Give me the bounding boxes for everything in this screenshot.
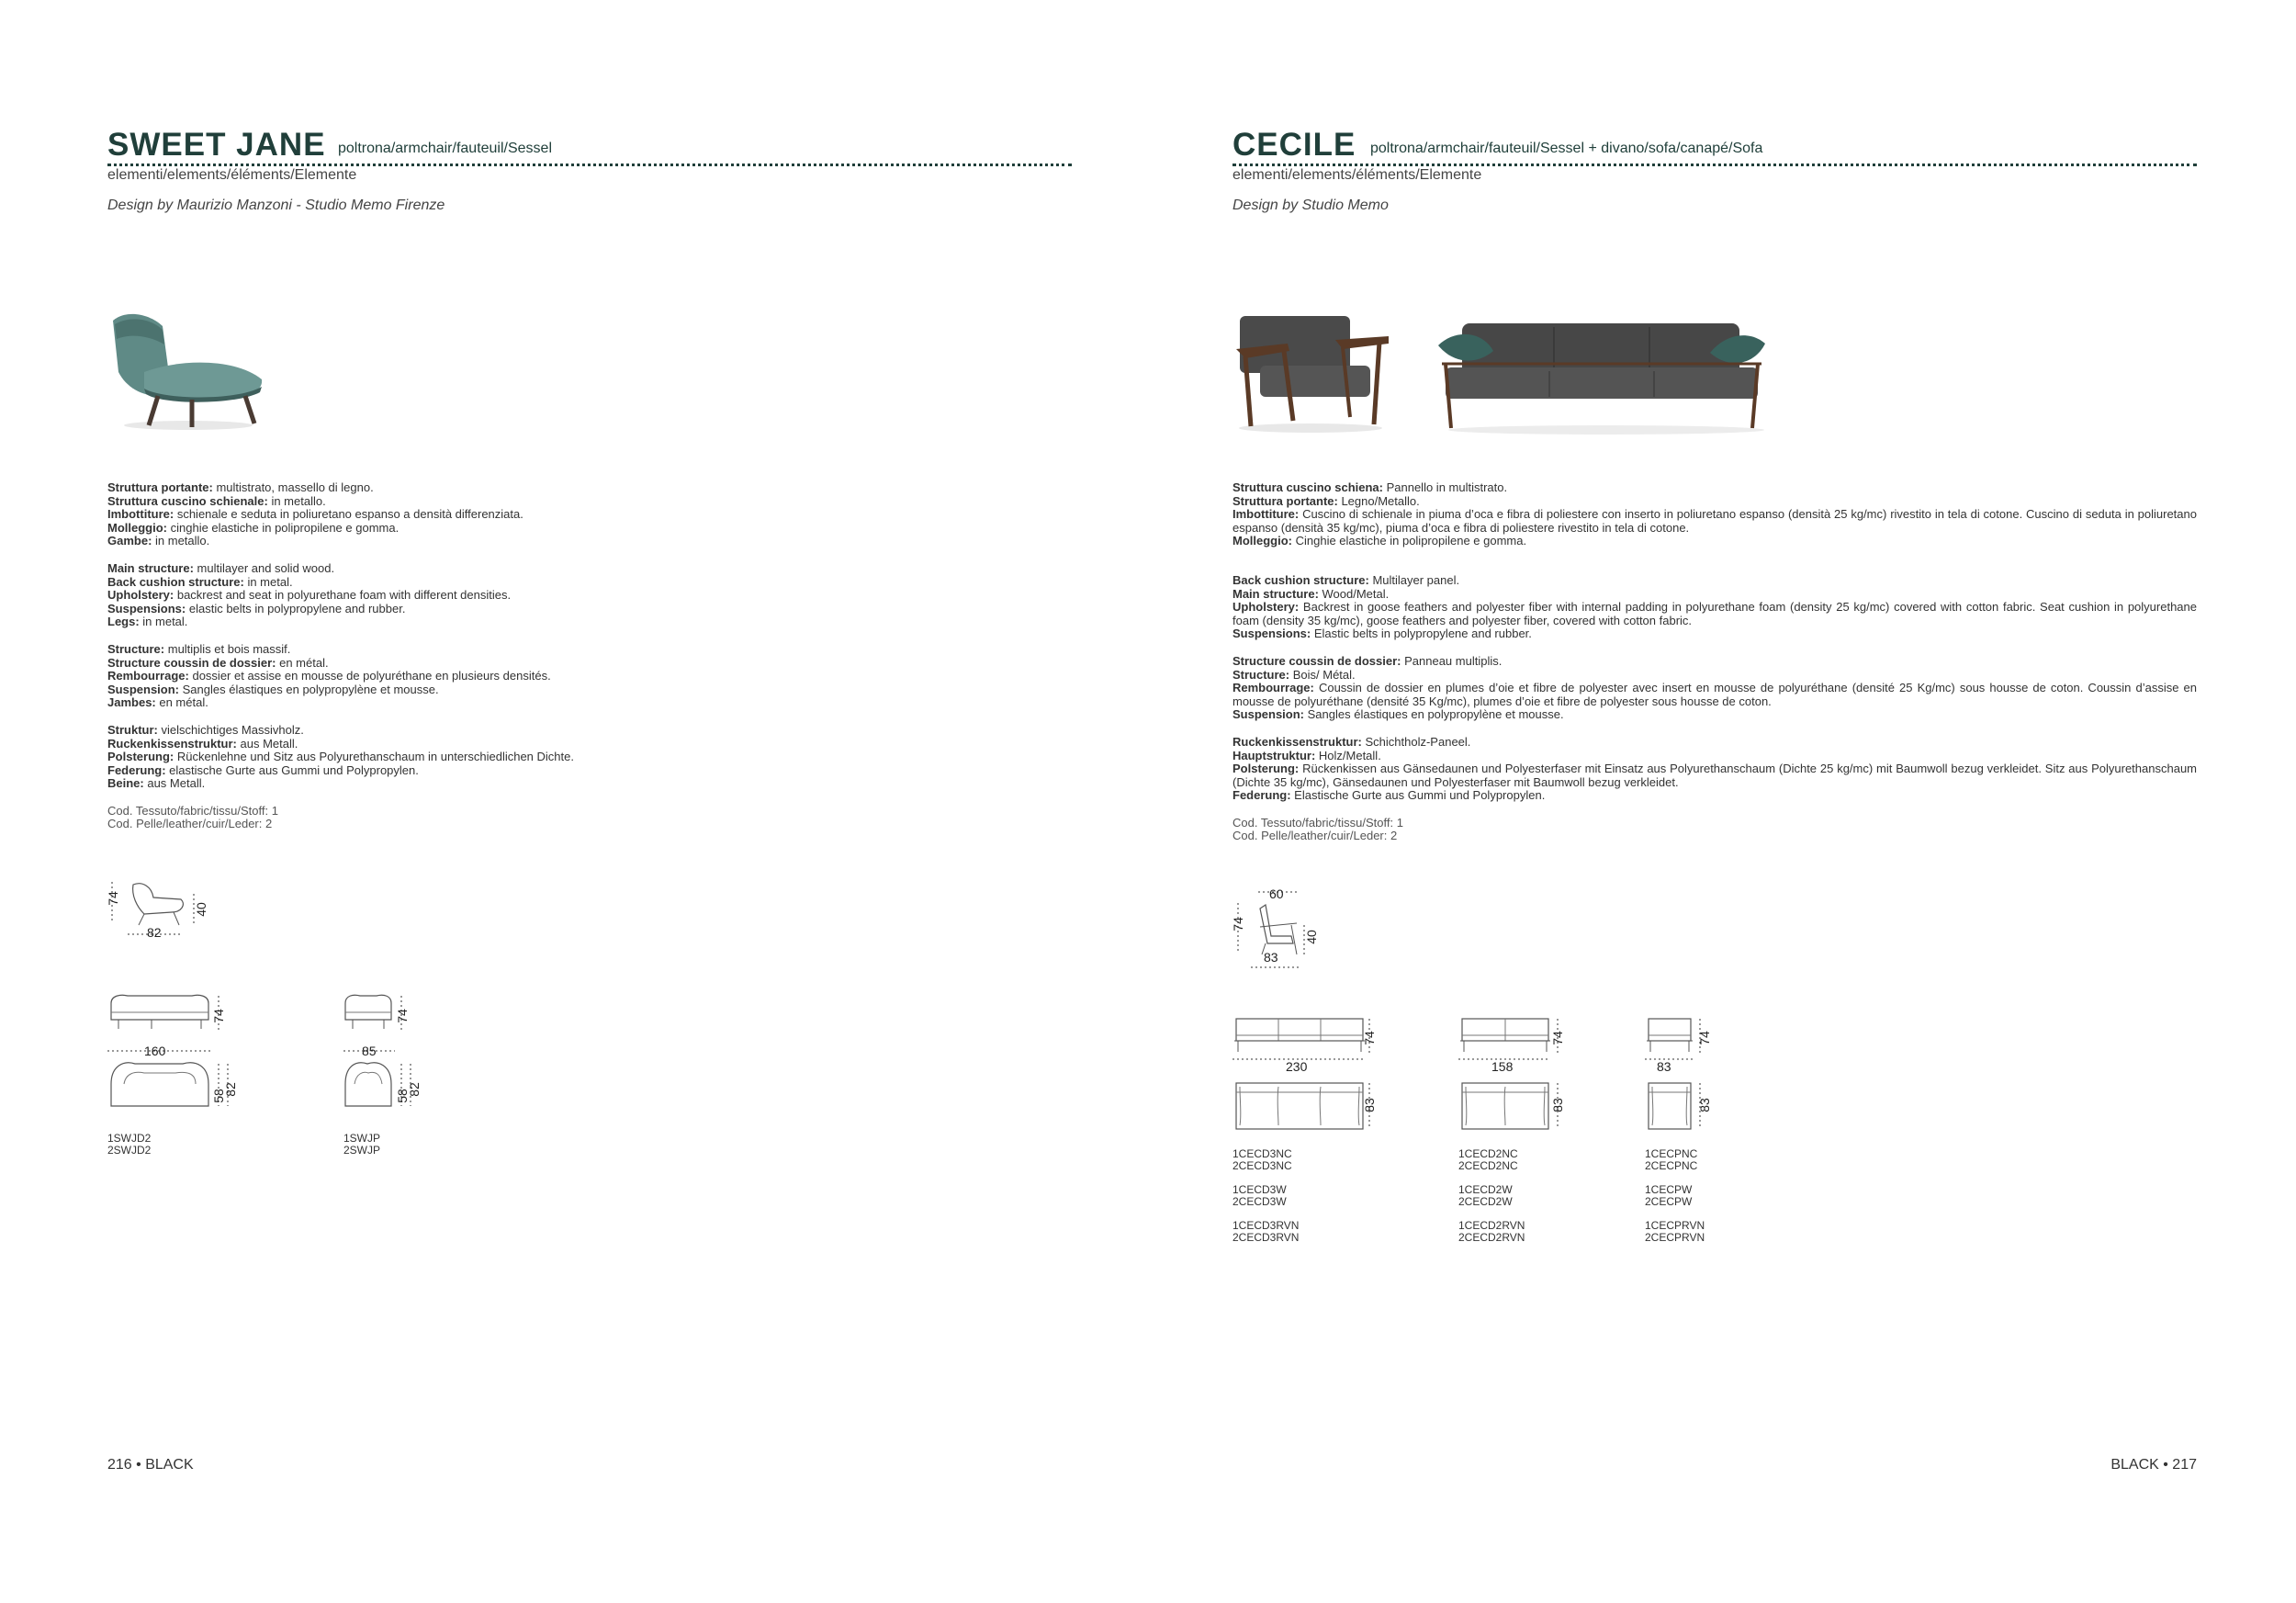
sofa2-dim-height: 74	[1549, 1031, 1565, 1045]
sofa2-dim-width: 158	[1491, 1059, 1514, 1074]
cecile-sofa-photo	[1436, 320, 1767, 435]
specs-block-de: Struktur: vielschichtiges Massivholz. Ruckenkissenstruktur: aus Metall. Polsterung: Rückenlehne und Sitz aus Polyurethanschaum in unterschiedlichen Dichte. Federung: elastische Gurte aus Gummi und Polypropylen. Beine: aus Metall.	[107, 722, 574, 791]
chair-dim-d2: 82	[406, 1082, 422, 1097]
specs-text	[1232, 481, 2197, 857]
dim-height: 74	[1230, 917, 1245, 931]
page-left	[107, 0, 1072, 1603]
specs-text	[107, 481, 1072, 845]
dim-seat-height: 40	[1303, 930, 1319, 944]
sofa-dim-width: 160	[144, 1044, 166, 1058]
title-row	[1232, 127, 2197, 166]
chair-codes: 1CECPNC 2CECPNC 1CECPW 2CECPW 1CECPRVN 2CECPRVN	[1645, 1147, 1705, 1244]
dim-depth: 83	[1264, 950, 1278, 965]
page-number: BLACK • 217	[2110, 1457, 2197, 1473]
designer-credit: Design by Studio Memo	[1232, 198, 1389, 213]
sofa3-dim-width: 230	[1286, 1059, 1308, 1074]
sweet-jane-chair-drawing	[343, 992, 426, 1121]
designer-credit: Design by Maurizio Manzoni - Studio Memo Firenze	[107, 198, 445, 213]
specs-block-de: Ruckenkissenstruktur: Schichtholz-Paneel. Hauptstruktur: Holz/Metall. Polsterung: Rückenkissen aus Gänsedaunen und Polyesterfaser mit Einsatz aus Polyurethanschaum (Dichte 25 kg/mc) mit Baumwoll bezug verkleidet. Sitz aus Polyurethanschaum (Dichte 35 kg/mc), Gänsedaunen und Polyesterfaser mit Baumwoll bezug verkleidet. Federung: Elastische Gurte aus Gummi und Polypropylen.	[1232, 734, 2197, 803]
chair-dim-height: 74	[394, 1009, 410, 1023]
chair-dim-height: 74	[1696, 1031, 1712, 1045]
title-row	[107, 127, 1072, 166]
sofa-dim-d2: 82	[222, 1082, 238, 1097]
sofa2-codes: 1CECD2NC 2CECD2NC 1CECD2W 2CECD2W 1CECD2RVN 2CECD2RVN	[1458, 1147, 1525, 1244]
page-number: 216 • BLACK	[107, 1457, 194, 1473]
material-codes: Cod. Tessuto/fabric/tissu/Stoff: 1 Cod. Pelle/leather/cuir/Leder: 2	[1232, 815, 1403, 843]
dim-depth: 82	[147, 925, 162, 940]
product-title: SWEET JANE	[107, 127, 326, 163]
sofa-dim-height: 74	[210, 1009, 226, 1023]
elements-label: elementi/elements/éléments/Elemente	[1232, 167, 1482, 183]
specs-block-it: Struttura cuscino schiena: Pannello in multistrato. Struttura portante: Legno/Metallo. Imbottiture: Cuscino di schienale in piuma d’oca e fibra di poliestere con inserto in poliuretano espanso (densità 25 kg/mc) rivestito in tela di cotone. Cuscino di seduta in poliuretano espanso (densità 35 kg/mc), piuma d’oca e fibra di poliestere rivestito in tela di cotone. Molleggio: Cinghie elastiche in polipropilene e gomma.	[1232, 480, 2197, 548]
dim-seat-height: 40	[193, 902, 208, 917]
chair-dim-d1: 58	[394, 1089, 410, 1103]
sofa3-dim-depth: 83	[1361, 1098, 1377, 1112]
specs-block-en: Main structure: multilayer and solid wood. Back cushion structure: in metal. Upholstery: backrest and seat in polyurethane foam with different densities. Suspensions: elastic belts in polypropylene and rubber. Legs: in metal.	[107, 560, 512, 629]
product-title: CECILE	[1232, 127, 1356, 163]
dim-height: 74	[105, 891, 120, 906]
elements-label: elementi/elements/éléments/Elemente	[107, 167, 357, 183]
page-right	[1232, 0, 2197, 1603]
sofa-dim-d1: 58	[210, 1089, 226, 1103]
specs-block-it: Struttura portante: multistrato, massello di legno. Struttura cuscino schienale: in metallo. Imbottiture: schienale e seduta in poliuretano espanso a densità differenziata. Molleggio: cinghie elastiche in polipropilene e gomma. Gambe: in metallo.	[107, 480, 523, 548]
product-subtitle: poltrona/armchair/fauteuil/Sessel	[338, 141, 553, 156]
cecile-armchair-photo	[1232, 310, 1393, 435]
sofa2-dim-depth: 83	[1549, 1098, 1565, 1112]
specs-block-fr: Structure: multiplis et bois massif. Structure coussin de dossier: en métal. Rembourrage: dossier et assise en mousse de polyuréthane en plusieurs densités. Suspension: Sangles élastiques en polypropylène et mousse. Jambes: en métal.	[107, 641, 551, 710]
sofa3-codes: 1CECD3NC 2CECD3NC 1CECD3W 2CECD3W 1CECD3RVN 2CECD3RVN	[1232, 1147, 1300, 1244]
product-subtitle: poltrona/armchair/fauteuil/Sessel + divano/sofa/canapé/Sofa	[1370, 141, 1763, 156]
chair-codes: 1SWJP 2SWJP	[343, 1132, 381, 1157]
specs-block-en: Back cushion structure: Multilayer panel. Main structure: Wood/Metal. Upholstery: Backrest in goose feathers and polyester fiber with internal padding in polyurethane foam (density 25 kg/mc) covered with cotton fabric. Seat cushion in polyurethane foam (density 35 kg/mc), goose feathers and polyester fiber, covered with cotton fabric. Suspensions: Elastic belts in polypropylene and rubber.	[1232, 572, 2197, 641]
specs-block-fr: Structure coussin de dossier: Panneau multiplis. Structure: Bois/ Métal. Rembourrage: Coussin de dossier en plumes d’oie et fibre de polyester avec insert en mousse de polyuréthane (densité 25 Kg/mc) sous housse de coton. Coussin d’assise en mousse de polyuréthane (densité 35 Kg/mc), plumes d’oie et fibre de polyester sous housse de coton. Suspension: Sangles élastiques en polypropylène et mousse.	[1232, 653, 2197, 722]
chair-dim-width: 85	[362, 1044, 377, 1058]
material-codes: Cod. Tessuto/fabric/tissu/Stoff: 1 Cod. Pelle/leather/cuir/Leder: 2	[107, 803, 278, 831]
chair-dim-width: 83	[1657, 1059, 1671, 1074]
sweet-jane-armchair-photo	[107, 308, 268, 432]
sofa3-dim-height: 74	[1361, 1031, 1377, 1045]
dim-top-width: 60	[1269, 886, 1284, 901]
sofa-codes: 1SWJD2 2SWJD2	[107, 1132, 152, 1157]
chair-dim-depth: 83	[1696, 1098, 1712, 1112]
